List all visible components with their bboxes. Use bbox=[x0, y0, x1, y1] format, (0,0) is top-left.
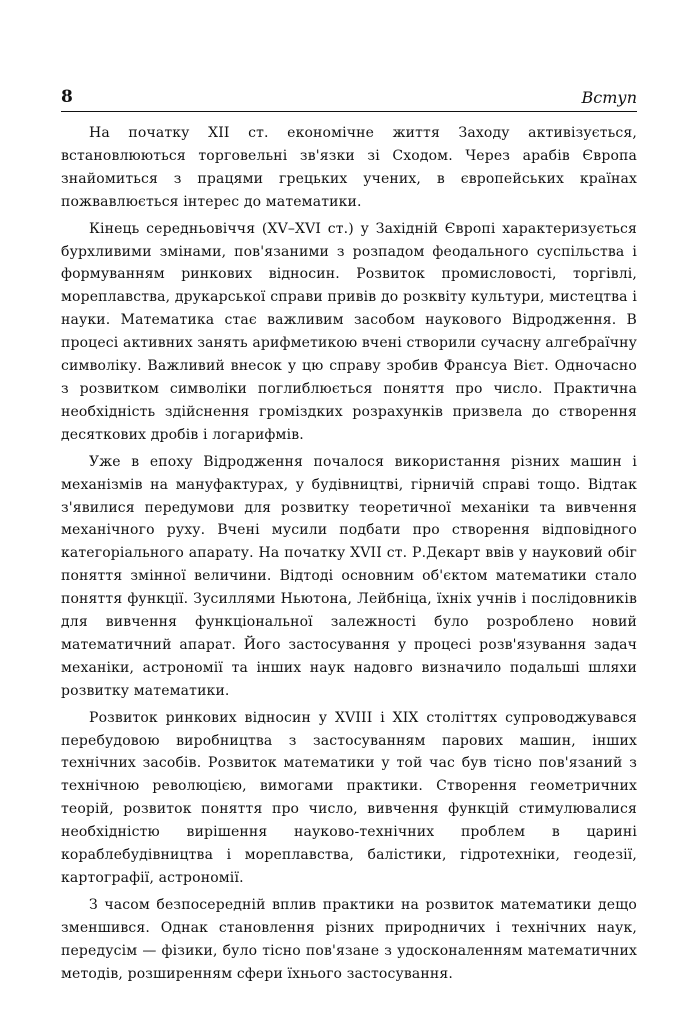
paragraph: Кінець середньовіччя (XV–XVI ст.) у Західній Європі характеризується бурхливими змінами, пов'язаними з розпадом феодального суспільства і формуванням ринкових відносин. Розвиток промисловості, торгівлі, мореплавства, друкарської справи привів до розквіту культури, мистецтва і науки. Математика стає важливим засобом наукового Відродження. В процесі активних занять арифметикою вчені створили сучасну алгебраїчну символіку. Важливий внесок у цю справу зробив Франсуа Вієт. Одночасно з розвитком символіки поглиблюється поняття про число. Практична необхідність здійснення громіздких розрахунків призвела до створення десяткових дробів і логарифмів. bbox=[61, 220, 637, 443]
page-number: 8 bbox=[61, 87, 73, 107]
paragraph: З часом безпосередній вплив практики на розвиток математики дещо зменшився. Однак становлення різних природничих і технічних наук, передусім — фізики, було тісно пов'язане з удосконаленням математичних методів, розширенням сфери їхнього застосування. bbox=[61, 896, 637, 982]
paragraph: Уже в епоху Відродження почалося використання різних машин і механізмів на мануфактурах, у будівництві, гірничій справі тощо. Відтак з'явилися передумови для розвитку теоретичної механіки та вивчення механічного руху. Вчені мусили подбати про створення відповідного категоріального апарату. На початку XVII ст. Р.Декарт ввів у науковий обіг поняття змінної величини. Відтоді основним об'єктом математики стало поняття функції. Зусиллями Ньютона, Лейбніца, їхніх учнів і послідовників для вивчення функціональної залежності було розроблено новий математичний апарат. Його застосування у процесі розв'язування задач механіки, астрономії та інших наук надовго визначило подальші шляхи розвитку математики. bbox=[61, 453, 637, 699]
paragraph: Розвиток ринкових відносин у XVIII і XIX століттях супроводжувався перебудовою виробництва з застосуванням парових машин, інших технічних засобів. Розвиток математики у той час був тісно пов'язаний з технічною революцією, вимогами практики. Створення геометричних теорій, розвиток поняття про число, вивчення функцій стимулювалися необхідністю вирішення науково-технічних проблем в царині кораблебудівництва і мореплавства, балістики, гідротехніки, геодезії, картографії, астрономії. bbox=[61, 709, 637, 886]
running-head: Вступ bbox=[581, 88, 637, 107]
paragraph: На початку XII ст. економічне життя Заходу активізується, встановлюються торговельні зв'язки зі Сходом. Через арабів Європа знайомиться з працями грецьких учених, в європейських країнах пожвавлюється інтерес до математики. bbox=[61, 125, 637, 210]
page-body bbox=[61, 122, 637, 990]
page-header bbox=[61, 87, 637, 112]
